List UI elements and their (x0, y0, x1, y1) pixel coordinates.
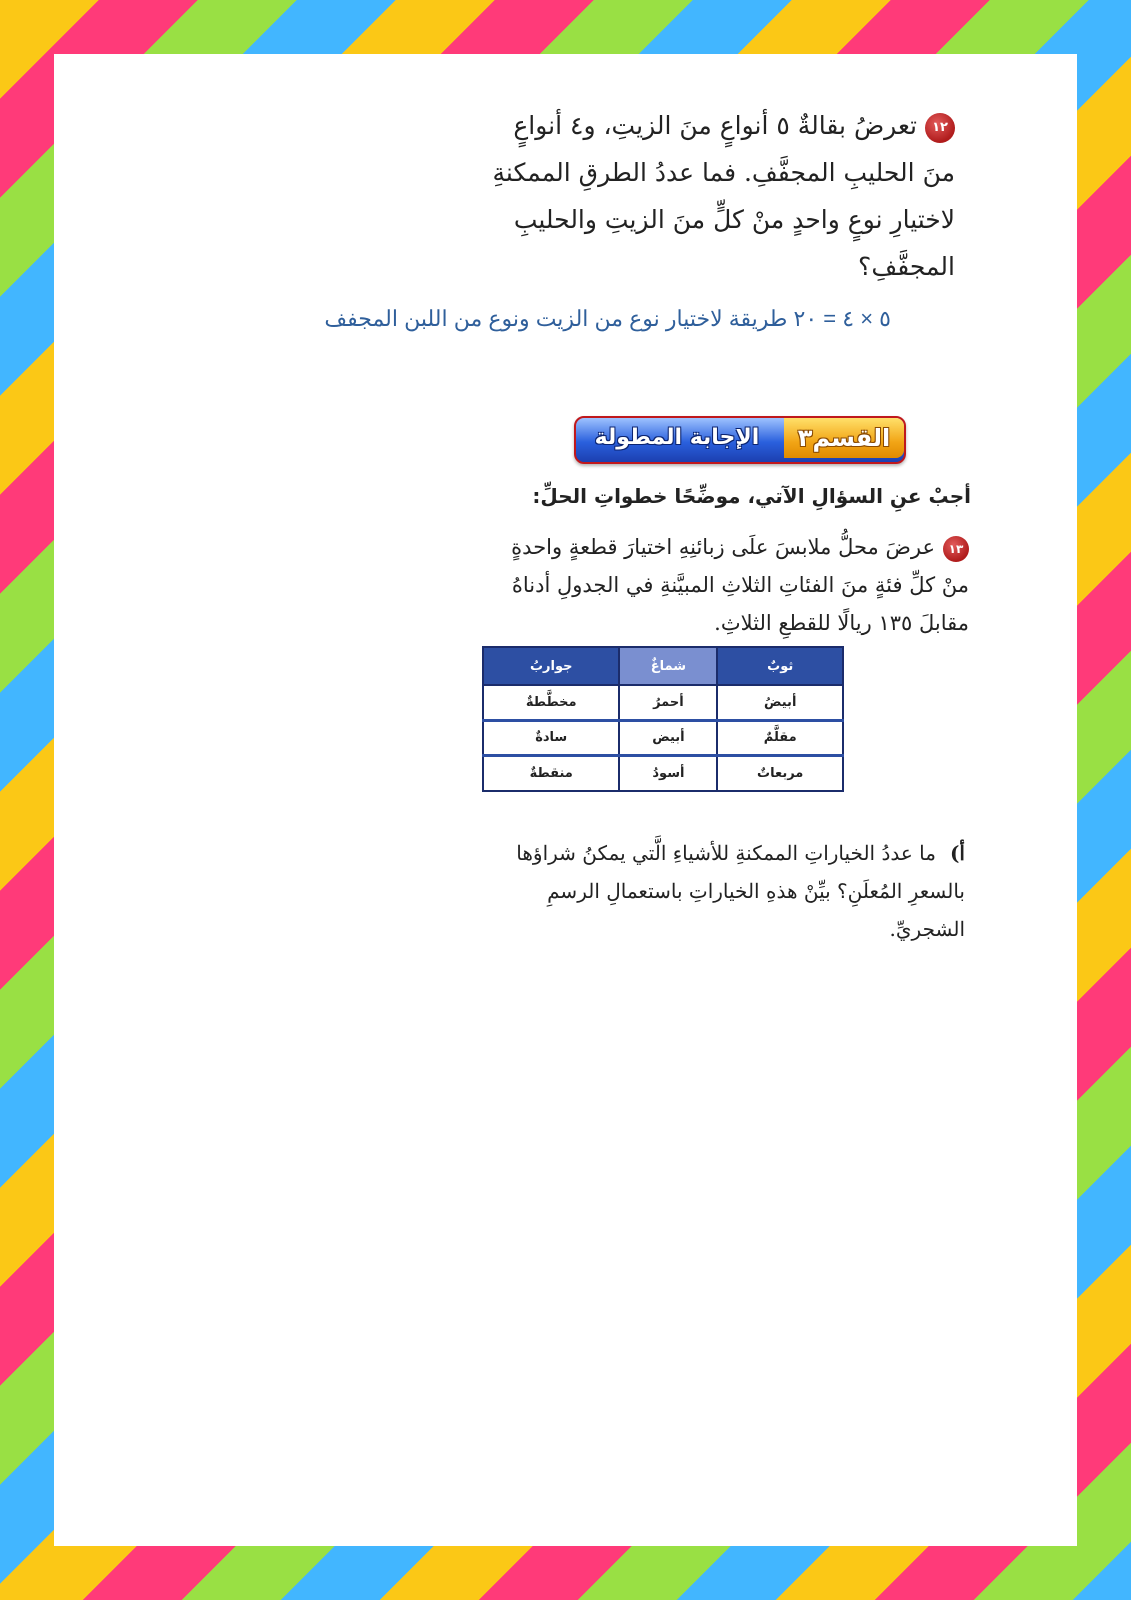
part-label: أ) (949, 841, 965, 865)
table-cell: منقطةٌ (483, 756, 619, 791)
table-cell: أحمرُ (619, 685, 717, 720)
options-table (482, 646, 844, 792)
question-12 (485, 102, 955, 290)
section-title: الإجابة المطولة (594, 425, 760, 450)
question-number-badge: ١٣ (943, 536, 969, 562)
table-header-row (483, 647, 843, 685)
question-13 (509, 528, 969, 642)
table-cell: أسودُ (619, 756, 717, 791)
table-row (483, 720, 843, 756)
table-cell: أبيضُ (717, 685, 843, 720)
question-text: تعرضُ بقالةٌ ٥ أنواعٍ منَ الزيتِ، و٤ أنواعٍ منَ الحليبِ المجفَّفِ. فما عددُ الطرقِ الممكنةِ لاختيارِ نوعٍ واحدٍ منْ كلٍّ منَ الزيتِ والحليبِ المجفَّفِ؟ (492, 111, 955, 281)
table-cell: سادةٌ (483, 720, 619, 756)
answer-line: ٥ × ٤ = ٢٠ طريقة لاختيار نوع من الزيت ونوع من اللبن المجفف (324, 306, 891, 331)
table-cell: مقلَّمٌ (717, 720, 843, 756)
question-text: عرضَ محلُّ ملابسَ علَى زبائنِهِ اختيارَ قطعةٍ واحدةٍ منْ كلِّ فئةٍ منَ الفئاتِ الثلاثِ المبيَّنةِ في الجدولِ أدناهُ مقابلَ ١٣٥ ريالًا للقطعِ الثلاثِ. (511, 535, 969, 635)
table-cell: أبيض (619, 720, 717, 756)
table-cell: مخطَّطةٌ (483, 685, 619, 720)
question-number-badge: ١٢ (925, 113, 955, 143)
table-header: شماغٌ (619, 647, 717, 685)
part-text: ما عددُ الخياراتِ الممكنةِ للأشياءِ الَّتي يمكنُ شراؤها بالسعرِ المُعلَنِ؟ بيِّنْ هذهِ الخياراتِ باستعمالِ الرسمِ الشجريِّ. (516, 841, 965, 941)
table-row (483, 685, 843, 720)
question-part-a (505, 834, 965, 948)
instruction-text: أجبْ عنِ السؤالِ الآتي، موضِّحًا خطواتِ الحلِّ: (532, 484, 971, 508)
table-row (483, 756, 843, 791)
section-banner (574, 416, 906, 464)
table-header: ثوبٌ (717, 647, 843, 685)
table-header: جواربُ (483, 647, 619, 685)
section-label: القسم٣ (784, 418, 904, 458)
table-cell: مربعاتٌ (717, 756, 843, 791)
